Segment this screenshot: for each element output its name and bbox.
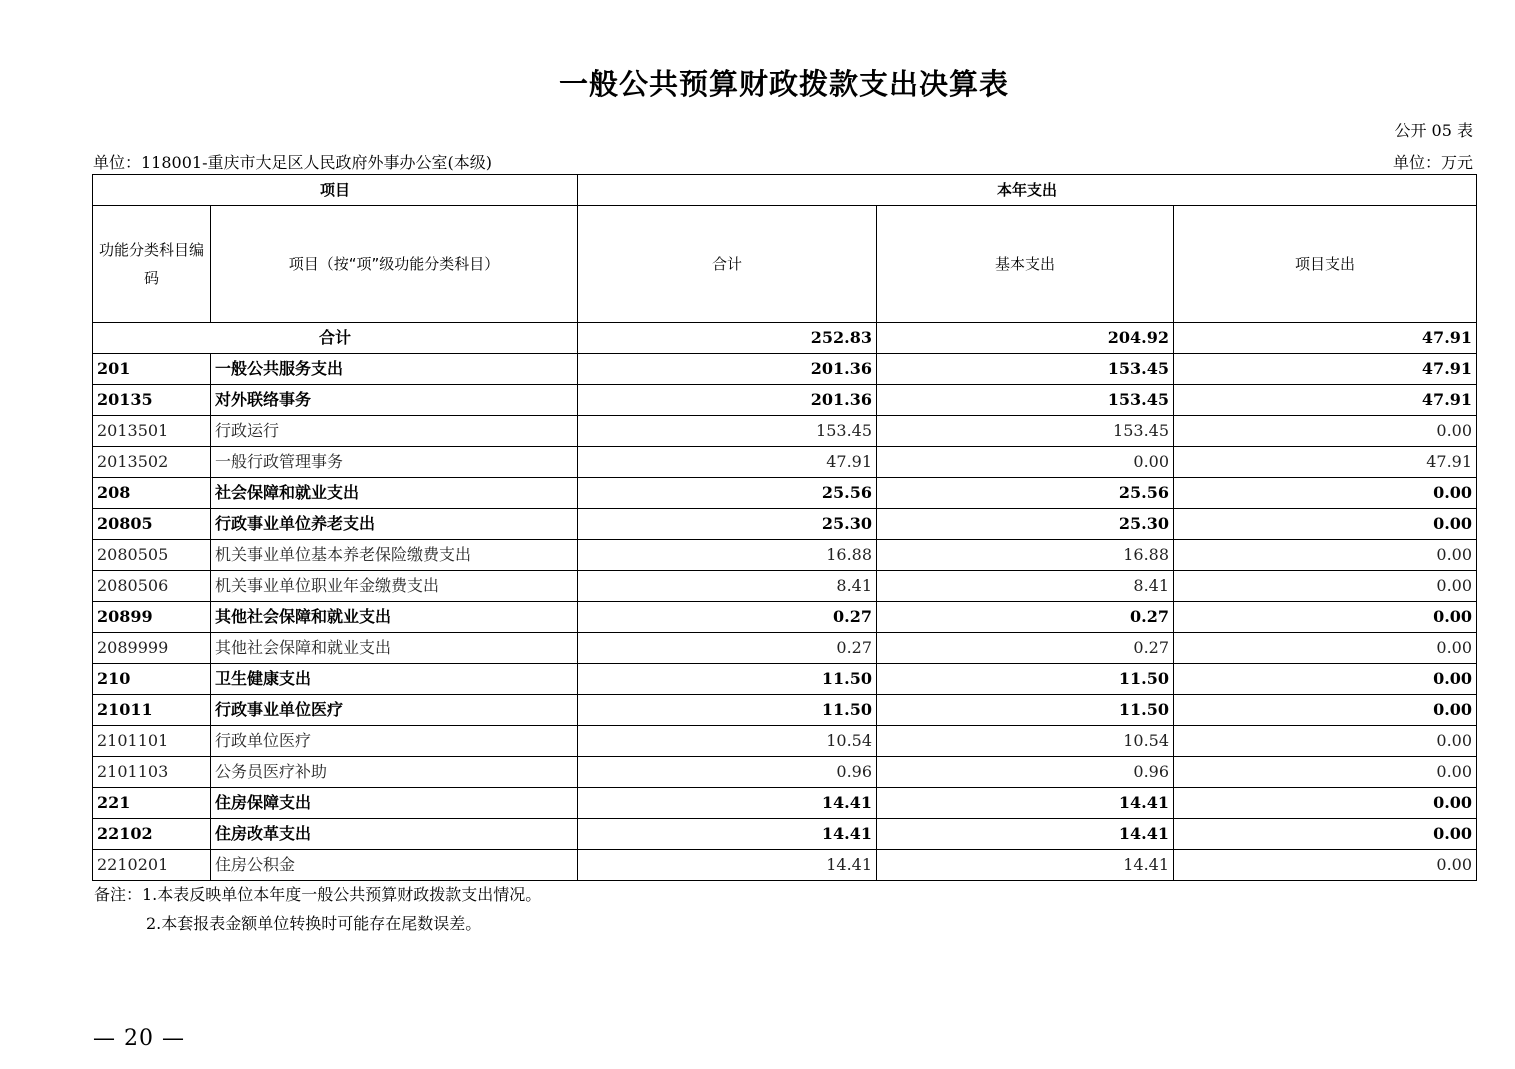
row-code: 2080505 [93,540,211,571]
page-number: — 20 — [93,1026,185,1051]
row-total: 25.56 [578,478,877,509]
row-code: 2080506 [93,571,211,602]
reporting-unit: 单位：118001-重庆市大足区人民政府外事办公室(本级) [93,153,492,172]
row-proj: 0.00 [1174,664,1477,695]
row-proj: 0.00 [1174,416,1477,447]
row-basic: 16.88 [877,540,1174,571]
header-project: 项目 [93,175,578,206]
total-row [93,323,1477,354]
row-basic: 11.50 [877,695,1174,726]
row-total: 11.50 [578,664,877,695]
row-code: 20135 [93,385,211,416]
row-proj: 0.00 [1174,695,1477,726]
row-name: 社会保障和就业支出 [211,478,578,509]
row-name: 一般行政管理事务 [211,447,578,478]
row-code: 208 [93,478,211,509]
row-total: 14.41 [578,788,877,819]
row-name: 机关事业单位基本养老保险缴费支出 [211,540,578,571]
row-code: 2013501 [93,416,211,447]
table-row [93,571,1477,602]
form-number: 公开 05 表 [1394,121,1473,140]
total-proj: 47.91 [1174,323,1477,354]
row-total: 201.36 [578,354,877,385]
expenditure-table [92,174,1477,881]
row-total: 0.96 [578,757,877,788]
row-total: 16.88 [578,540,877,571]
table-row [93,540,1477,571]
row-proj: 0.00 [1174,509,1477,540]
header-row-top [93,175,1477,206]
header-proj: 项目支出 [1174,206,1477,323]
table-row [93,819,1477,850]
header-total: 合计 [578,206,877,323]
table-row [93,509,1477,540]
header-item: 项目（按“项”级功能分类科目） [211,206,578,323]
row-basic: 153.45 [877,354,1174,385]
row-name: 卫生健康支出 [211,664,578,695]
row-name: 一般公共服务支出 [211,354,578,385]
page-title: 一般公共预算财政拨款支出决算表 [558,67,1009,101]
row-basic: 153.45 [877,416,1174,447]
row-total: 14.41 [578,850,877,881]
row-name: 行政单位医疗 [211,726,578,757]
row-basic: 0.96 [877,757,1174,788]
row-total: 153.45 [578,416,877,447]
header-basic: 基本支出 [877,206,1174,323]
row-name: 对外联络事务 [211,385,578,416]
row-total: 0.27 [578,633,877,664]
row-basic: 11.50 [877,664,1174,695]
row-proj: 47.91 [1174,447,1477,478]
row-code: 2210201 [93,850,211,881]
row-basic: 25.30 [877,509,1174,540]
row-proj: 0.00 [1174,571,1477,602]
row-code: 210 [93,664,211,695]
total-total: 252.83 [578,323,877,354]
row-basic: 8.41 [877,571,1174,602]
row-code: 22102 [93,819,211,850]
row-code: 21011 [93,695,211,726]
table-row [93,385,1477,416]
table-row [93,850,1477,881]
currency-unit: 单位：万元 [1392,153,1473,172]
total-label: 合计 [93,323,578,354]
row-basic: 153.45 [877,385,1174,416]
row-code: 2101103 [93,757,211,788]
header-code: 功能分类科目编码 [93,206,211,323]
note-line-2: 2.本套报表金额单位转换时可能存在尾数误差。 [146,914,482,933]
row-name: 行政运行 [211,416,578,447]
row-proj: 0.00 [1174,633,1477,664]
row-total: 14.41 [578,819,877,850]
row-total: 201.36 [578,385,877,416]
row-code: 201 [93,354,211,385]
header-row-columns [93,206,1477,323]
row-total: 47.91 [578,447,877,478]
row-basic: 25.56 [877,478,1174,509]
row-name: 公务员医疗补助 [211,757,578,788]
row-basic: 14.41 [877,819,1174,850]
row-total: 10.54 [578,726,877,757]
table-row [93,602,1477,633]
row-proj: 0.00 [1174,540,1477,571]
row-proj: 0.00 [1174,726,1477,757]
row-proj: 0.00 [1174,850,1477,881]
table-row [93,664,1477,695]
table-row [93,354,1477,385]
row-code: 20899 [93,602,211,633]
row-name: 行政事业单位养老支出 [211,509,578,540]
row-basic: 14.41 [877,850,1174,881]
table-row [93,633,1477,664]
row-code: 2101101 [93,726,211,757]
row-basic: 14.41 [877,788,1174,819]
row-name: 行政事业单位医疗 [211,695,578,726]
header-this-year: 本年支出 [578,175,1477,206]
table-row [93,788,1477,819]
row-basic: 10.54 [877,726,1174,757]
row-code: 2089999 [93,633,211,664]
row-basic: 0.27 [877,602,1174,633]
row-name: 住房改革支出 [211,819,578,850]
table-row [93,726,1477,757]
table-row [93,478,1477,509]
note-line-1: 备注：1.本表反映单位本年度一般公共预算财政拨款支出情况。 [94,885,542,904]
row-basic: 0.00 [877,447,1174,478]
row-proj: 0.00 [1174,602,1477,633]
row-proj: 47.91 [1174,354,1477,385]
row-name: 其他社会保障和就业支出 [211,602,578,633]
row-proj: 0.00 [1174,788,1477,819]
row-proj: 0.00 [1174,819,1477,850]
table-row [93,695,1477,726]
table-row [93,416,1477,447]
row-proj: 47.91 [1174,385,1477,416]
row-basic: 0.27 [877,633,1174,664]
row-name: 住房公积金 [211,850,578,881]
notes [94,880,541,938]
row-code: 2013502 [93,447,211,478]
row-total: 0.27 [578,602,877,633]
total-basic: 204.92 [877,323,1174,354]
row-total: 11.50 [578,695,877,726]
row-name: 住房保障支出 [211,788,578,819]
table-row [93,447,1477,478]
table-row [93,757,1477,788]
row-total: 8.41 [578,571,877,602]
row-name: 其他社会保障和就业支出 [211,633,578,664]
row-proj: 0.00 [1174,757,1477,788]
row-name: 机关事业单位职业年金缴费支出 [211,571,578,602]
row-code: 20805 [93,509,211,540]
row-proj: 0.00 [1174,478,1477,509]
row-total: 25.30 [578,509,877,540]
row-code: 221 [93,788,211,819]
